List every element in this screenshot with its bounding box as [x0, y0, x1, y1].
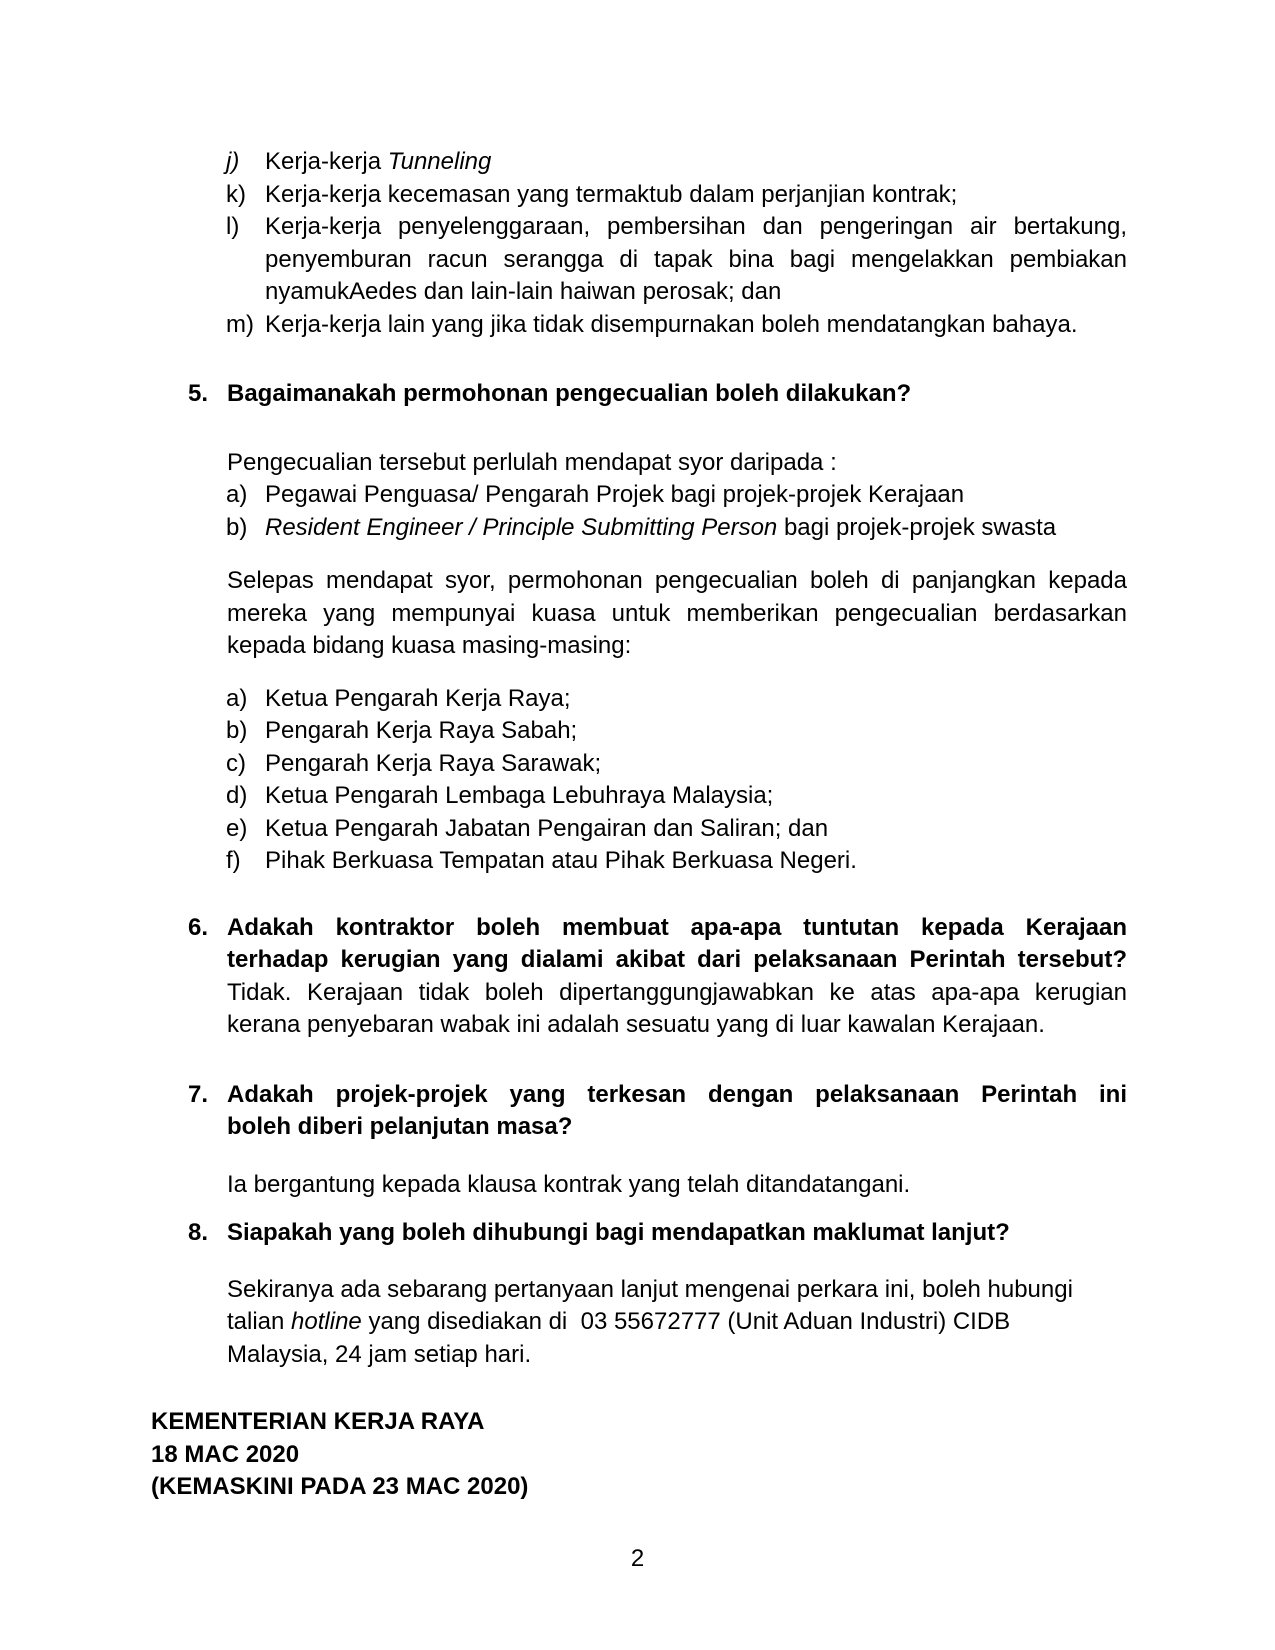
question-7-answer	[227, 1169, 1127, 1202]
question-8-answer-line2-pre: talian	[227, 1308, 292, 1335]
authority-item-b	[188, 715, 1127, 748]
authority-item-d-text: Ketua Pengarah Lembaga Lebuhraya Malaysia;	[265, 782, 774, 809]
authority-item-e-text: Ketua Pengarah Jabatan Pengairan dan Saliran; dan	[265, 814, 829, 842]
list-marker-j: j)	[226, 148, 240, 175]
question-5-title: Bagaimanakah permohonan pengecualian boleh dilakukan?	[227, 380, 912, 407]
question-6-title-line2: terhadap kerugian yang dialami akibat dari pelaksanaan Perintah tersebut?	[227, 946, 1127, 973]
question-7-number: 7.	[188, 1080, 209, 1108]
question-5-paragraph-2	[227, 565, 1127, 663]
question-8-answer-line1: Sekiranya ada sebarang pertanyaan lanjut mengenai perkara ini, boleh hubungi	[227, 1275, 1073, 1303]
authority-item-e	[188, 813, 1127, 846]
ministry-name: KEMENTERIAN KERJA RAYA	[151, 1408, 485, 1435]
question-5-intro	[227, 447, 1127, 480]
syor-item-a	[188, 479, 1127, 512]
syor-marker-a: a)	[226, 481, 248, 508]
authority-letter-list	[188, 683, 1127, 878]
list-marker-k: k)	[226, 180, 246, 208]
authority-item-b-text: Pengarah Kerja Raya Sabah;	[265, 717, 578, 744]
authority-item-f-text: Pihak Berkuasa Tempatan atau Pihak Berkuasa Negeri.	[265, 847, 857, 874]
question-5-heading	[188, 378, 1127, 411]
syor-item-b-text-regular: bagi projek-projek swasta	[777, 513, 1057, 541]
issue-date: 18 MAC 2020	[151, 1440, 300, 1468]
list-item-k	[188, 179, 1127, 212]
authority-item-c-text: Pengarah Kerja Raya Sarawak;	[265, 749, 602, 777]
authority-item-c	[188, 748, 1127, 781]
question-8-number: 8.	[188, 1219, 209, 1246]
question-5-paragraph-2-line2: mereka yang mempunyai kuasa untuk memberikan pengecualian berdasarkan	[227, 599, 1127, 627]
question-7-title-line1: Adakah projek-projek yang terkesan dengan pelaksanaan Perintah ini	[227, 1080, 1127, 1108]
question-6-answer-line2: kerana penyebaran wabak ini adalah sesuatu yang di luar kawalan Kerajaan.	[227, 1011, 1045, 1038]
authority-item-d	[188, 780, 1127, 813]
authority-marker-c: c)	[226, 749, 246, 777]
list-item-l-line2: penyemburan racun serangga di tapak bina bagi mengelakkan pembiakan	[265, 245, 1127, 273]
list-item-j-text-italic: Tunneling	[387, 148, 492, 175]
page-number: 2	[630, 1545, 645, 1572]
update-date: (KEMASKINI PADA 23 MAC 2020)	[151, 1473, 529, 1500]
syor-item-a-text: Pegawai Penguasa/ Pengarah Projek bagi projek-projek Kerajaan	[265, 481, 965, 508]
question-6	[188, 912, 1127, 1042]
question-5-paragraph-2-line3: kepada bidang kuasa masing-masing:	[227, 632, 632, 659]
authority-marker-b: b)	[226, 717, 248, 744]
question-8-answer-line3: Malaysia, 24 jam setiap hari.	[227, 1340, 532, 1368]
list-item-m-text: Kerja-kerja lain yang jika tidak disempurnakan boleh mendatangkan bahaya.	[265, 310, 1078, 338]
works-letter-list	[188, 146, 1127, 341]
question-8-heading	[188, 1217, 1127, 1250]
syor-item-b-text	[265, 512, 1127, 545]
question-6-title-line1: Adakah kontraktor boleh membuat apa-apa tuntutan kepada Kerajaan	[227, 913, 1127, 941]
syor-item-b	[188, 512, 1127, 545]
authority-marker-f: f)	[226, 847, 241, 874]
list-item-k-text: Kerja-kerja kecemasan yang termaktub dalam perjanjian kontrak;	[265, 180, 958, 208]
syor-marker-b: b)	[226, 513, 248, 541]
question-5-intro-line: Pengecualian tersebut perlulah mendapat syor daripada :	[227, 448, 837, 476]
list-item-m	[188, 309, 1127, 342]
question-6-number: 6.	[188, 913, 209, 941]
authority-item-a-text: Ketua Pengarah Kerja Raya;	[265, 684, 571, 712]
question-7-answer-line: Ia bergantung kepada klausa kontrak yang telah ditandatangani.	[227, 1170, 911, 1198]
question-5-paragraph-2-line1: Selepas mendapat syor, permohonan pengecualian boleh di panjangkan kepada	[227, 567, 1127, 594]
authority-item-a	[188, 683, 1127, 716]
authority-marker-e: e)	[226, 814, 248, 842]
list-item-l-line3: nyamukAedes dan lain-lain haiwan perosak; dan	[265, 278, 782, 305]
list-item-l	[188, 211, 1127, 309]
list-item-j	[188, 146, 1127, 179]
question-5-number: 5.	[188, 380, 209, 407]
question-6-answer-line1: Tidak. Kerajaan tidak boleh dipertanggungjawabkan ke atas apa-apa kerugian	[227, 978, 1127, 1006]
syor-item-b-text-italic: Resident Engineer / Principle Submitting Person	[265, 513, 778, 541]
list-marker-m: m)	[226, 310, 254, 338]
authority-item-f	[188, 845, 1127, 878]
question-8-answer	[227, 1274, 1127, 1372]
authority-marker-d: d)	[226, 782, 248, 809]
question-8-answer-hotline-italic: hotline	[291, 1308, 362, 1335]
question-7-title-line2: boleh diberi pelanjutan masa?	[227, 1113, 573, 1140]
page-content	[188, 146, 1127, 1371]
question-8-answer-line2-post: yang disediakan di 03 55672777 (Unit Aduan Industri) CIDB	[361, 1308, 1011, 1335]
authority-marker-a: a)	[226, 684, 248, 712]
question-8-answer-line2	[227, 1306, 1127, 1339]
question-8-title: Siapakah yang boleh dihubungi bagi mendapatkan maklumat lanjut?	[227, 1219, 1010, 1246]
list-marker-l: l)	[226, 213, 240, 240]
list-item-l-line1: Kerja-kerja penyelenggaraan, pembersihan dan pengeringan air bertakung,	[265, 213, 1127, 240]
list-item-j-text	[265, 146, 1127, 179]
question-7-heading	[188, 1079, 1127, 1144]
list-item-j-text-regular: Kerja-kerja	[265, 148, 388, 175]
signature-block	[151, 1406, 528, 1504]
